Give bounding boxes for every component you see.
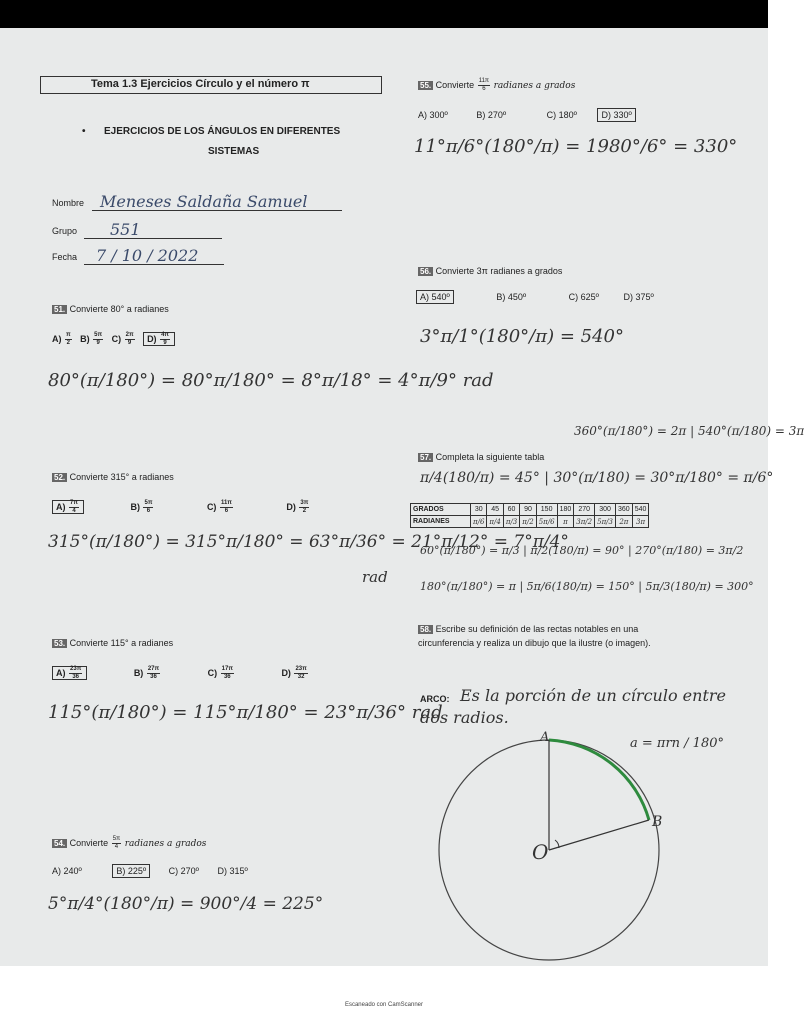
q52-prompt: 52. Convierte 315° a radianes xyxy=(54,472,174,482)
arc-length-formula: a = πrn / 180° xyxy=(630,736,724,751)
q51-working: 80°(π/180°) = 80°π/180° = 8°π/18° = 4°π/9° rad xyxy=(48,370,494,391)
name-value: Meneses Saldaña Samuel xyxy=(100,192,308,211)
q53-options: A) $\frac{23\pi}{36}$ B) $\frac{27\pi}{36}$ C) $\frac{17\pi}{36}$ D) $\frac{23\pi}{32}$ xyxy=(52,666,309,681)
conversion-table xyxy=(410,503,649,528)
q52-options: A) $\frac{7\pi}{4}$ B) $\frac{5\pi}{6}$ C) $\frac{11\pi}{6}$ D) $\frac{3\pi}{2}$ xyxy=(52,500,310,515)
q51-prompt: 51. Convierte 80° a radianes xyxy=(54,304,169,314)
q51-selected-answer: D) $\frac{4\pi}{9}$ xyxy=(143,332,175,346)
point-b-label: B xyxy=(652,814,663,830)
q56-options: A) 540º B) 450º C) 625º D) 375º xyxy=(416,292,654,302)
q56-prompt: 56. Convierte 3π radianes a grados xyxy=(420,266,563,276)
q57-working-top: π/4(180/π) = 45° | 30°(π/180) = 30°π/180° = π/6° xyxy=(420,470,774,486)
section-heading-line1: EJERCICIOS DE LOS ÁNGULOS EN DIFERENTES xyxy=(104,126,341,137)
group-value: 551 xyxy=(110,220,141,239)
q53-selected-answer: A) $\frac{23\pi}{36}$ xyxy=(52,666,87,680)
table-row-label: RADIANES xyxy=(411,516,471,528)
top-black-border xyxy=(0,0,768,28)
q55-options: A) 300º B) 270º C) 180º D) 330º xyxy=(418,110,636,120)
q54-working: 5°π/4°(180°/π) = 900°/4 = 225° xyxy=(48,894,324,914)
arco-label: ARCO: xyxy=(420,694,450,704)
q56-side-note: 360°(π/180°) = 2π | 540°(π/180) = 3π xyxy=(574,424,804,438)
bullet-icon: • xyxy=(82,126,86,137)
arco-definition-line1: Es la porción de un círculo entre xyxy=(460,686,726,705)
q52-selected-answer: A) $\frac{7\pi}{4}$ xyxy=(52,500,84,514)
name-label: Nombre xyxy=(52,198,85,208)
q54-options: A) 240º B) 225º C) 270º D) 315º xyxy=(52,866,248,876)
scanner-watermark: Escaneado con CamScanner xyxy=(344,1002,424,1008)
point-a-label: A xyxy=(540,730,550,745)
section-heading-line2: SISTEMAS xyxy=(208,146,260,157)
q53-working: 115°(π/180°) = 115°π/180° = 23°π/36° rad xyxy=(48,702,443,723)
q58-prompt-line1: 58. Escribe su definición de las rectas notables en una xyxy=(420,624,639,634)
q52-working-unit: rad xyxy=(362,568,388,586)
arco-definition-line2: dos radios. xyxy=(420,708,509,727)
table-row-label: GRADOS xyxy=(411,504,471,516)
q54-selected-answer: B) 225º xyxy=(112,864,150,878)
radius-ob xyxy=(549,820,649,850)
q57-prompt: 57. Completa la siguiente tabla xyxy=(420,452,545,462)
q53-prompt: 53. Convierte 115° a radianes xyxy=(54,638,174,648)
q54-prompt: 54. Convierte $\frac{5\pi}{4}$ radianes a grados xyxy=(54,836,207,850)
group-label: Grupo xyxy=(52,226,78,236)
date-label: Fecha xyxy=(52,252,78,262)
q56-selected-answer: A) 540º xyxy=(416,290,454,304)
q51-number: 51. xyxy=(54,305,66,314)
worksheet-title: Tema 1.3 Ejercicios Círculo y el número π xyxy=(91,78,310,90)
group-line xyxy=(84,238,222,239)
point-o-label: O xyxy=(532,840,549,864)
q55-selected-answer: D) 330º xyxy=(597,108,635,122)
table-row: RADIANES π/6 π/4 π/3 π/2 5π/6 π 3π/2 5π/3 2π 3π xyxy=(411,516,649,528)
table-row: GRADOS 30 45 60 90 150 180 270 300 360 540 xyxy=(411,504,649,516)
date-value: 7 / 10 / 2022 xyxy=(96,246,199,265)
worksheet-page xyxy=(0,28,804,966)
q57-working-bottom: 180°(π/180°) = π | 5π/6(180/π) = 150° | 5π/3(180/π) = 300° xyxy=(420,580,754,593)
q55-working: 11°π/6°(180°/π) = 1980°/6° = 330° xyxy=(414,136,738,157)
q57-working-mid: 60°(π/180°) = π/3 | π/2(180/π) = 90° | 270°(π/180) = 3π/2 xyxy=(420,544,744,557)
q56-working: 3°π/1°(180°/π) = 540° xyxy=(420,326,624,347)
q55-prompt: 55. Convierte $\frac{11\pi}{6}$ radianes a grados xyxy=(420,78,576,92)
q51-options: A) $\frac{\pi}{2}$ B) $\frac{5\pi}{9}$ C) $\frac{2\pi}{9}$ D) $\frac{4\pi}{9}$ xyxy=(52,332,175,347)
q52-working: 315°(π/180°) = 315°π/180° = 63°π/36° = 21°π/12° = 7°π/4° xyxy=(48,532,569,552)
title-box xyxy=(40,76,382,94)
q58-prompt-line2: circunferencia y realiza un dibujo que la ilustre (o imagen). xyxy=(418,638,651,648)
arc-diagram xyxy=(440,728,690,964)
